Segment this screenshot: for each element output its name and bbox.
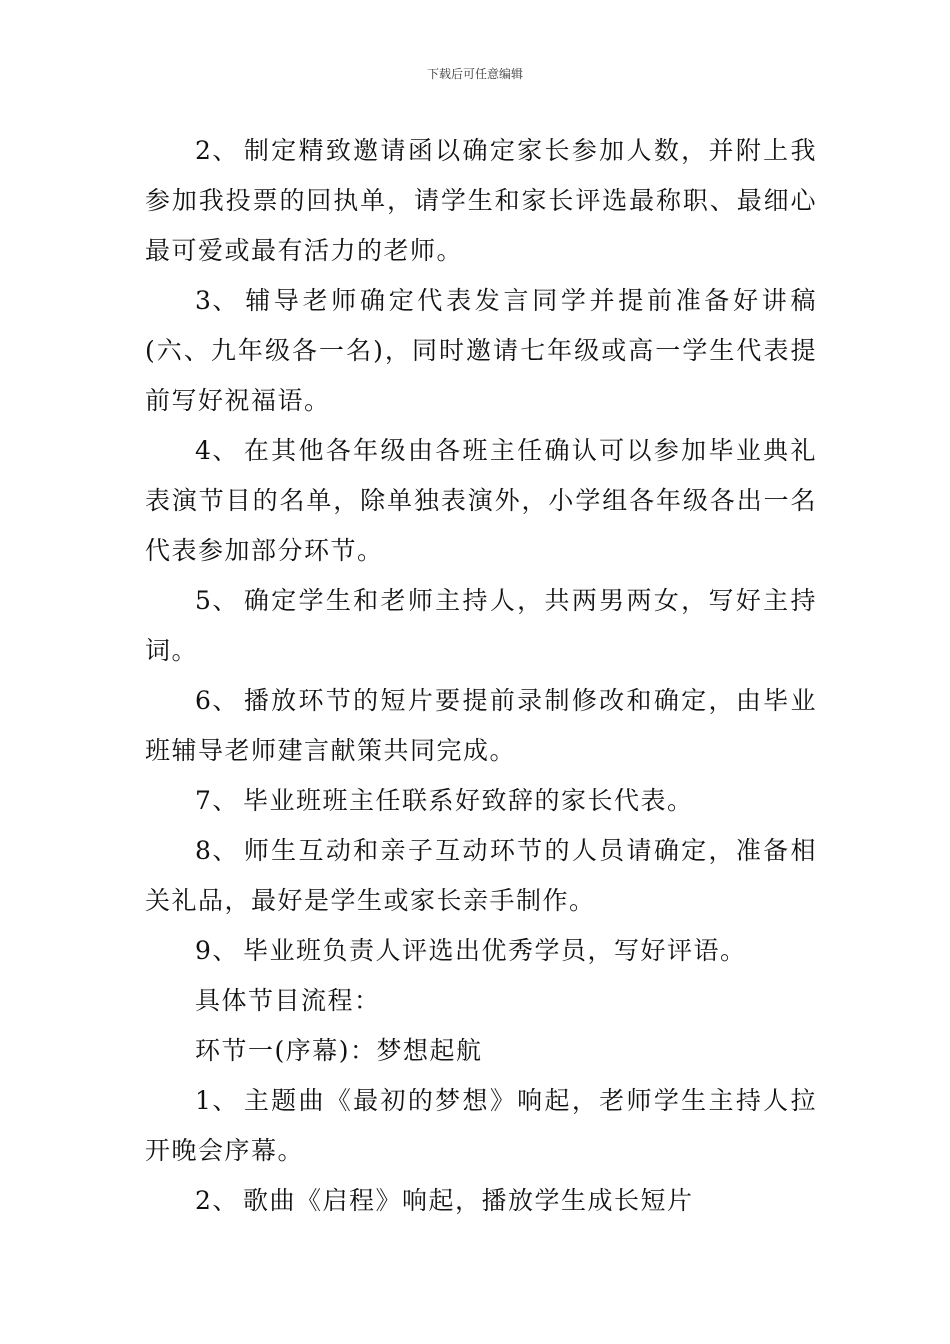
item-text: 确定学生和老师主持人，共两男两女，写好主持词。 [145, 586, 817, 665]
paragraph-item-9 [145, 926, 817, 976]
item-number: 2、 [195, 136, 239, 165]
item-text: 主题曲《最初的梦想》响起，老师学生主持人拉开晚会序幕。 [145, 1086, 817, 1165]
item-text: 师生互动和亲子互动环节的人员请确定，准备相关礼品，最好是学生或家长亲手制作。 [145, 836, 817, 915]
page-header: 下载后可任意编辑 [426, 67, 523, 81]
paragraph-item-2 [145, 126, 817, 276]
item-text: 毕业班班主任联系好致辞的家长代表。 [243, 786, 694, 815]
item-text: 歌曲《启程》响起，播放学生成长短片 [243, 1186, 694, 1215]
item-number: 7、 [195, 786, 239, 815]
paragraph-step-2 [145, 1176, 817, 1226]
document-body [145, 126, 817, 1226]
item-text: 毕业班负责人评选出优秀学员，写好评语。 [243, 936, 747, 965]
item-text: 在其他各年级由各班主任确认可以参加毕业典礼表演节目的名单，除单独表演外，小学组各年级各出一名代表参加部分环节。 [145, 436, 817, 565]
item-text: 辅导老师确定代表发言同学并提前准备好讲稿(六、九年级各一名)，同时邀请七年级或高一学生代表提前写好祝福语。 [145, 286, 817, 415]
paragraph-item-7 [145, 776, 817, 826]
section-heading-program-flow [145, 976, 817, 1026]
item-text: 播放环节的短片要提前录制修改和确定，由毕业班辅导老师建言献策共同完成。 [145, 686, 817, 765]
paragraph-item-3 [145, 276, 817, 426]
item-number: 4、 [195, 436, 239, 465]
item-number: 2、 [195, 1186, 239, 1215]
item-number: 3、 [195, 286, 239, 315]
paragraph-item-6 [145, 676, 817, 776]
paragraph-item-8 [145, 826, 817, 926]
item-number: 6、 [195, 686, 239, 715]
paragraph-step-1 [145, 1076, 817, 1176]
item-number: 5、 [195, 586, 239, 615]
section-heading-part-one [145, 1026, 817, 1076]
item-text: 具体节目流程： [195, 986, 381, 1015]
item-text: 环节一(序幕)：梦想起航 [195, 1036, 483, 1065]
paragraph-item-4 [145, 426, 817, 576]
item-number: 1、 [195, 1086, 239, 1115]
paragraph-item-5 [145, 576, 817, 676]
item-number: 9、 [195, 936, 239, 965]
item-text: 制定精致邀请函以确定家长参加人数，并附上我参加我投票的回执单，请学生和家长评选最称职、最细心最可爱或最有活力的老师。 [145, 136, 817, 265]
item-number: 8、 [195, 836, 239, 865]
